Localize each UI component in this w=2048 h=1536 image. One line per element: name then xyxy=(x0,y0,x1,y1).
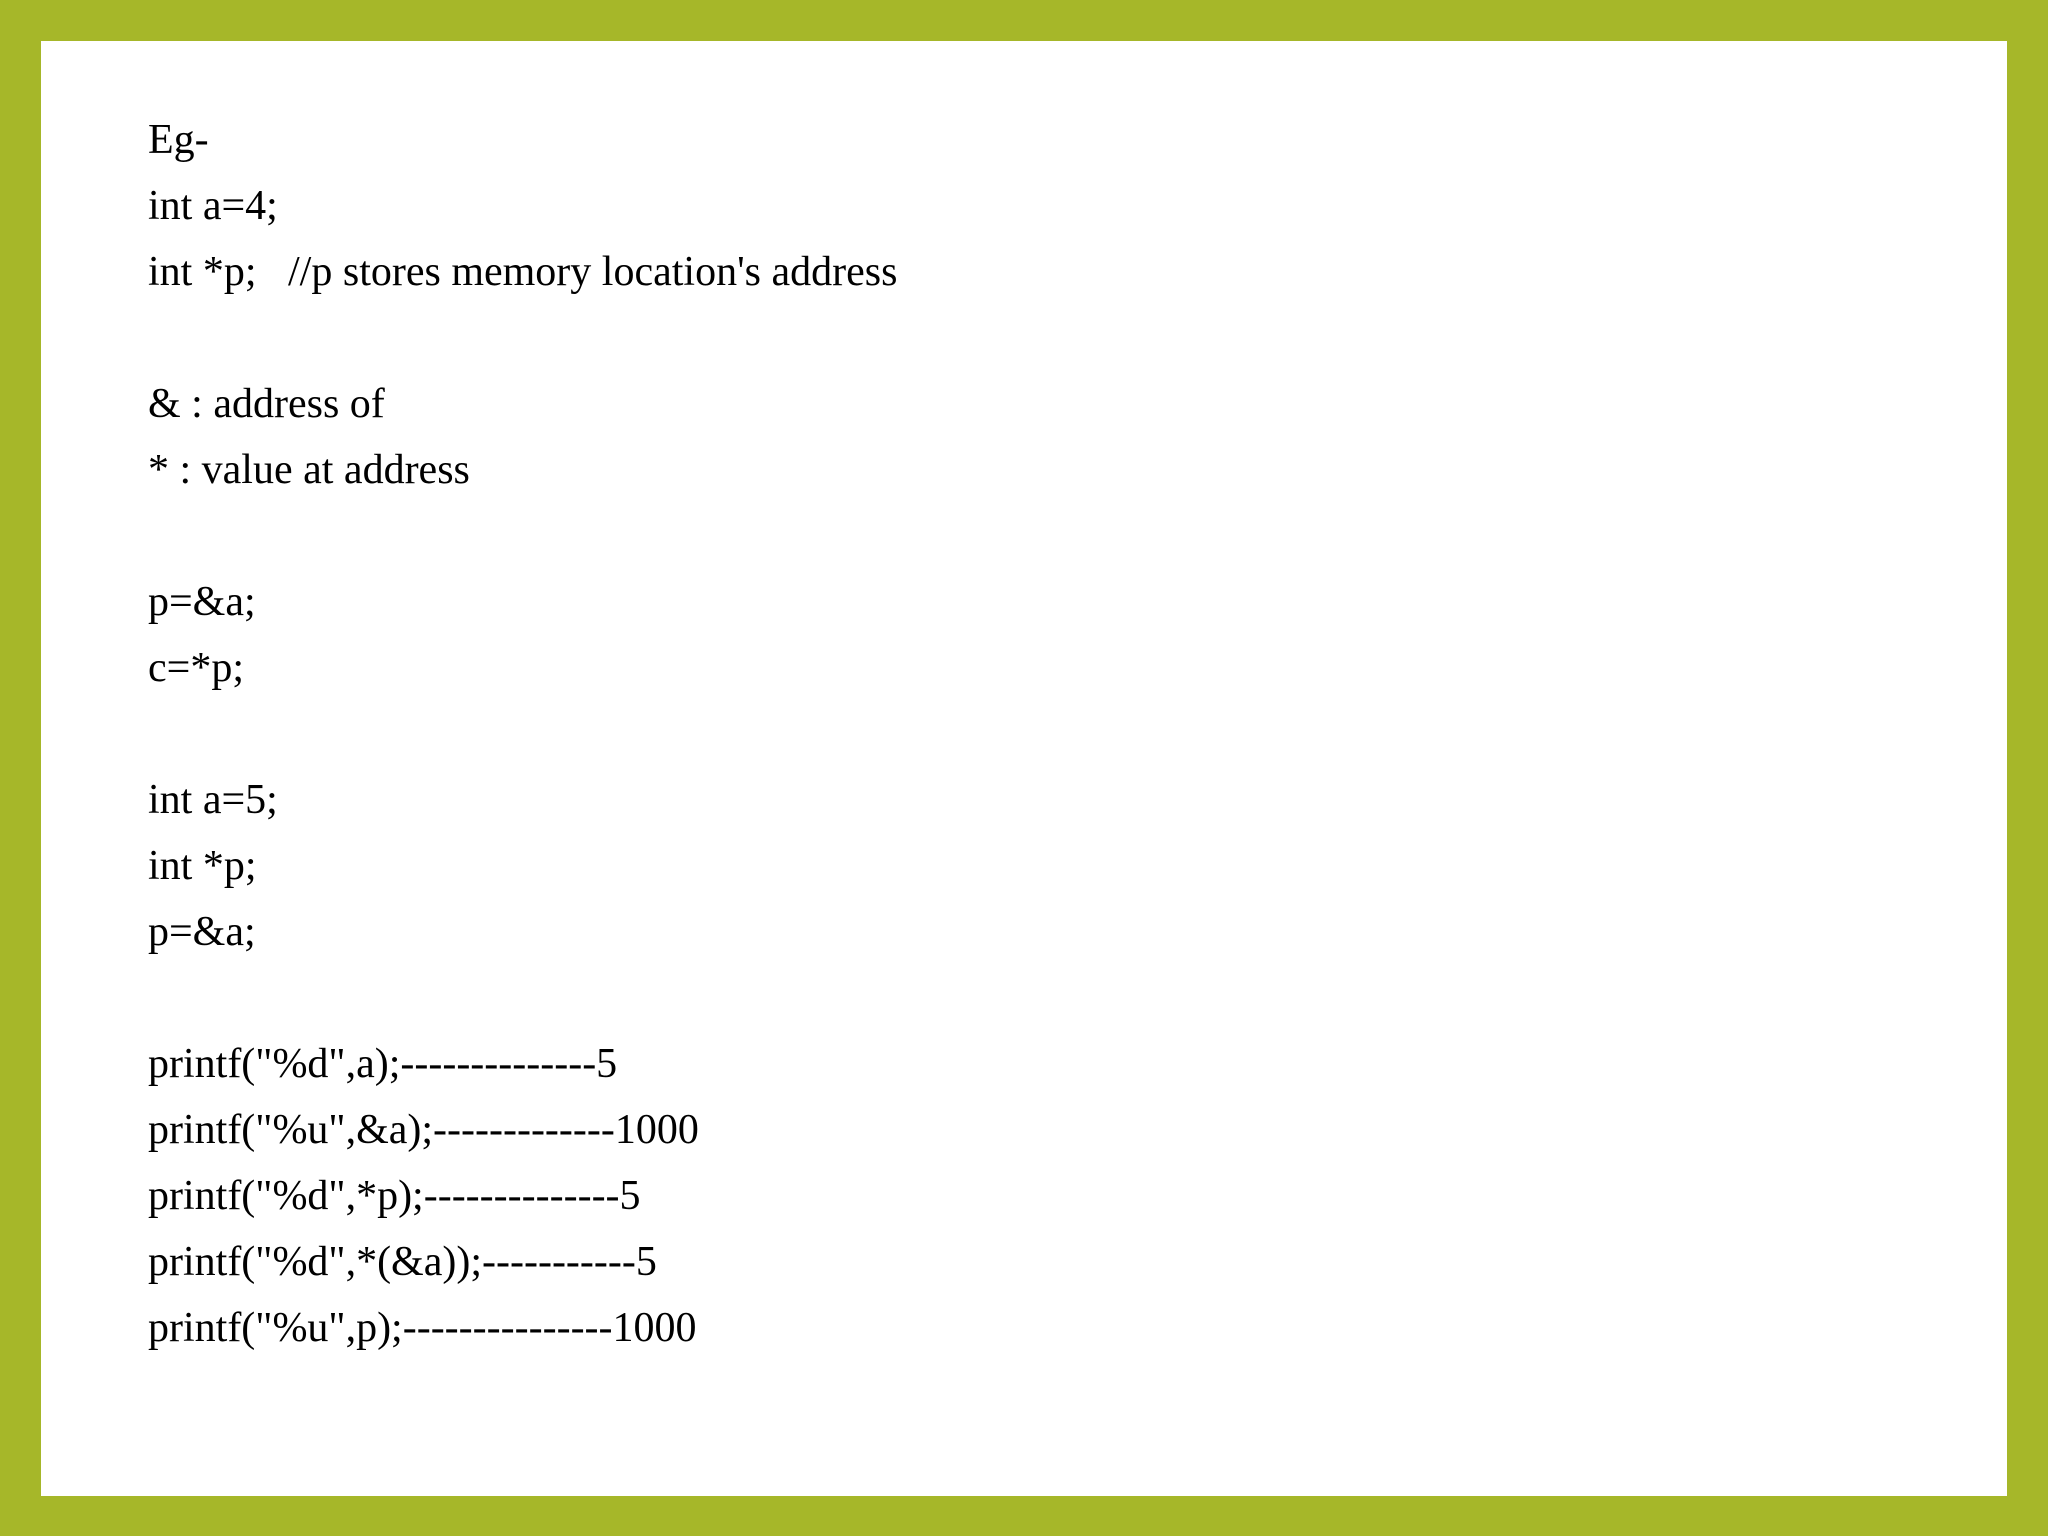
blank-line xyxy=(148,503,1948,569)
text-line: int *p; xyxy=(148,843,257,889)
text-line: printf("%d",a);--------------5 xyxy=(148,1041,618,1087)
text-line: & : address of xyxy=(148,381,385,427)
text-line: p=&a; xyxy=(148,909,256,955)
slide-page xyxy=(41,41,2007,1496)
text-line: int a=5; xyxy=(148,777,278,823)
text-line: printf("%d",*p);--------------5 xyxy=(148,1173,641,1219)
text-line: int a=4; xyxy=(148,183,278,229)
text-line: * : value at address xyxy=(148,447,470,493)
blank-line xyxy=(148,701,1948,767)
code-notes xyxy=(148,107,1948,1361)
text-line: p=&a; xyxy=(148,579,256,625)
text-line: Eg- xyxy=(148,117,209,163)
blank-line xyxy=(148,965,1948,1031)
blank-line xyxy=(148,305,1948,371)
text-line: printf("%u",p);---------------1000 xyxy=(148,1305,697,1351)
text-line: printf("%d",*(&a));-----------5 xyxy=(148,1239,657,1285)
text-line: c=*p; xyxy=(148,645,244,691)
text-line: printf("%u",&a);-------------1000 xyxy=(148,1107,699,1153)
text-line: int *p; //p stores memory location's address xyxy=(148,249,898,295)
